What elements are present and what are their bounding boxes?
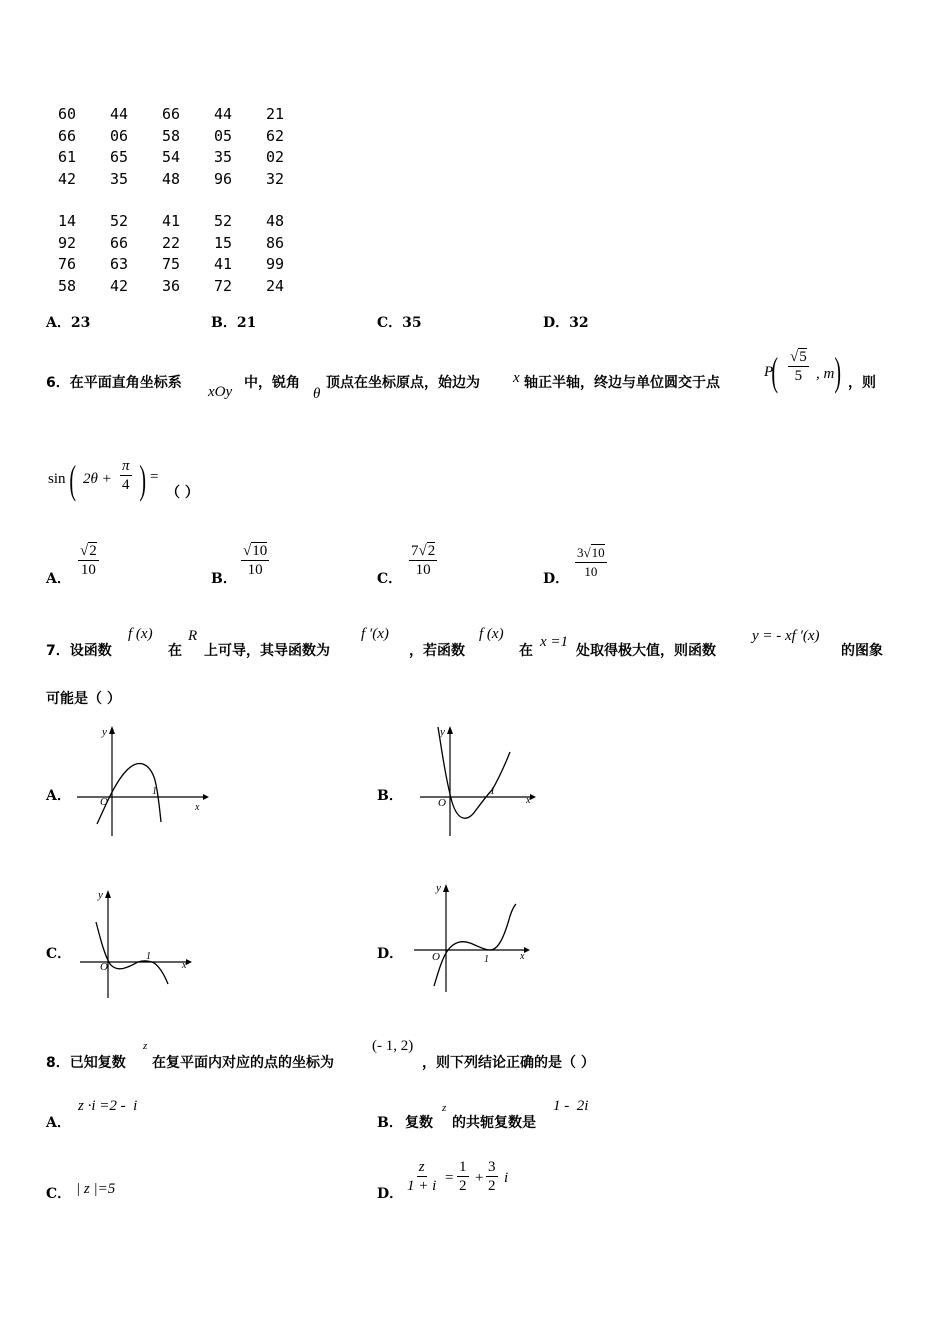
axis-x-label: x [195, 802, 200, 813]
table-row: 58 42 36 72 24 [58, 276, 285, 295]
q7-option-d-label[interactable]: D． [377, 946, 404, 962]
q8-option-b[interactable]: B． 复数 z 的共轭复数是 1 - 2i [377, 1098, 589, 1131]
fraction-pi-4: $\frac{\pi}{4}$ [122, 458, 130, 493]
tick-1-label: 1 [152, 786, 157, 797]
q6-stem: 6．在平面直角坐标系 xOy 中，锐角 θ 顶点在坐标原点，始边为 x 轴正半轴，终边与单位圆交于点 P ( $\frac{√5}{5}$ , m ) ，则 [46, 349, 876, 402]
x-axis-arrow [530, 794, 536, 800]
q7-graph-b[interactable] [418, 722, 538, 842]
q5-option-d[interactable]: D．32 [543, 315, 589, 331]
table-row: 61 65 54 35 02 [58, 148, 285, 166]
origin-label: O [438, 797, 446, 809]
table-row: 42 35 48 96 32 [58, 169, 285, 188]
x-axis-arrow [186, 959, 192, 965]
q5-option-c[interactable]: C．35 [377, 315, 422, 331]
axis-x-label: x [526, 795, 531, 806]
tick-1-label: 1 [484, 954, 489, 965]
q8-stem: 8．已知复数 z 在复平面内对应的点的坐标为 (- 1, 2) ，则下列结论正确的是（ ） [46, 1038, 595, 1071]
axis-y-label: y [98, 889, 103, 901]
origin-label: O [100, 796, 108, 808]
y-axis-arrow [109, 726, 115, 734]
q8-option-d[interactable]: D． $\frac{z}{1 + i}$ = $\frac{1}{2}$ + $\frac{3}{2}$ i [377, 1159, 509, 1202]
q7-option-c-label[interactable]: C． [46, 946, 72, 962]
q7-graph-a[interactable] [75, 722, 210, 842]
curve [96, 922, 168, 984]
q7-graph-d[interactable] [412, 878, 532, 998]
x-axis-arrow [203, 794, 209, 800]
q5-option-b[interactable]: B．21 [211, 315, 257, 331]
axis-x-label: x [520, 951, 525, 962]
table-row: 92 66 22 15 86 [58, 233, 285, 252]
q7-stem: 7．设函数 f (x) 在 R 上可导，其导函数为 f ′(x) ，若函数 f (x) 在 x =1 处取得极大值，则函数 y = - xf ′(x) 的图象 可能是（ ） [46, 626, 883, 707]
x-axis-arrow [524, 947, 530, 953]
q6-expression: sin ( 2θ + $\frac{\pi}{4}$ ) = （ ） [48, 457, 199, 502]
q7-option-b-label[interactable]: B． [377, 788, 403, 804]
axis-y-label: y [436, 882, 441, 894]
q7-graph-c[interactable] [78, 882, 196, 1002]
origin-label: O [100, 961, 108, 973]
random-number-table-2 [58, 211, 318, 297]
curve [438, 727, 510, 818]
y-axis-arrow [447, 726, 453, 734]
axis-y-label: y [102, 726, 107, 738]
origin-label: O [432, 951, 440, 963]
y-axis-arrow [105, 890, 111, 898]
table-row: 66 06 58 05 62 [58, 126, 285, 145]
y-axis-arrow [443, 884, 449, 892]
random-number-table-1 [58, 104, 318, 190]
table-row: 14 52 41 52 48 [58, 212, 285, 230]
q8-option-a[interactable]: A． z ·i =2 - i [46, 1098, 138, 1131]
table-row: 76 63 75 41 99 [58, 255, 285, 273]
q7-option-a-label[interactable]: A． [46, 788, 71, 804]
q5-option-a[interactable]: A．23 [46, 315, 91, 331]
axis-x-label: x [182, 960, 187, 971]
q8-option-c[interactable]: C． | z |=5 [46, 1181, 116, 1202]
tick-1-label: 1 [490, 786, 495, 797]
axis-y-label: y [440, 726, 445, 738]
fraction: $\frac{√5}{5}$ [790, 349, 807, 384]
tick-1-label: 1 [146, 951, 151, 962]
table-row: 60 44 66 44 21 [58, 105, 285, 123]
